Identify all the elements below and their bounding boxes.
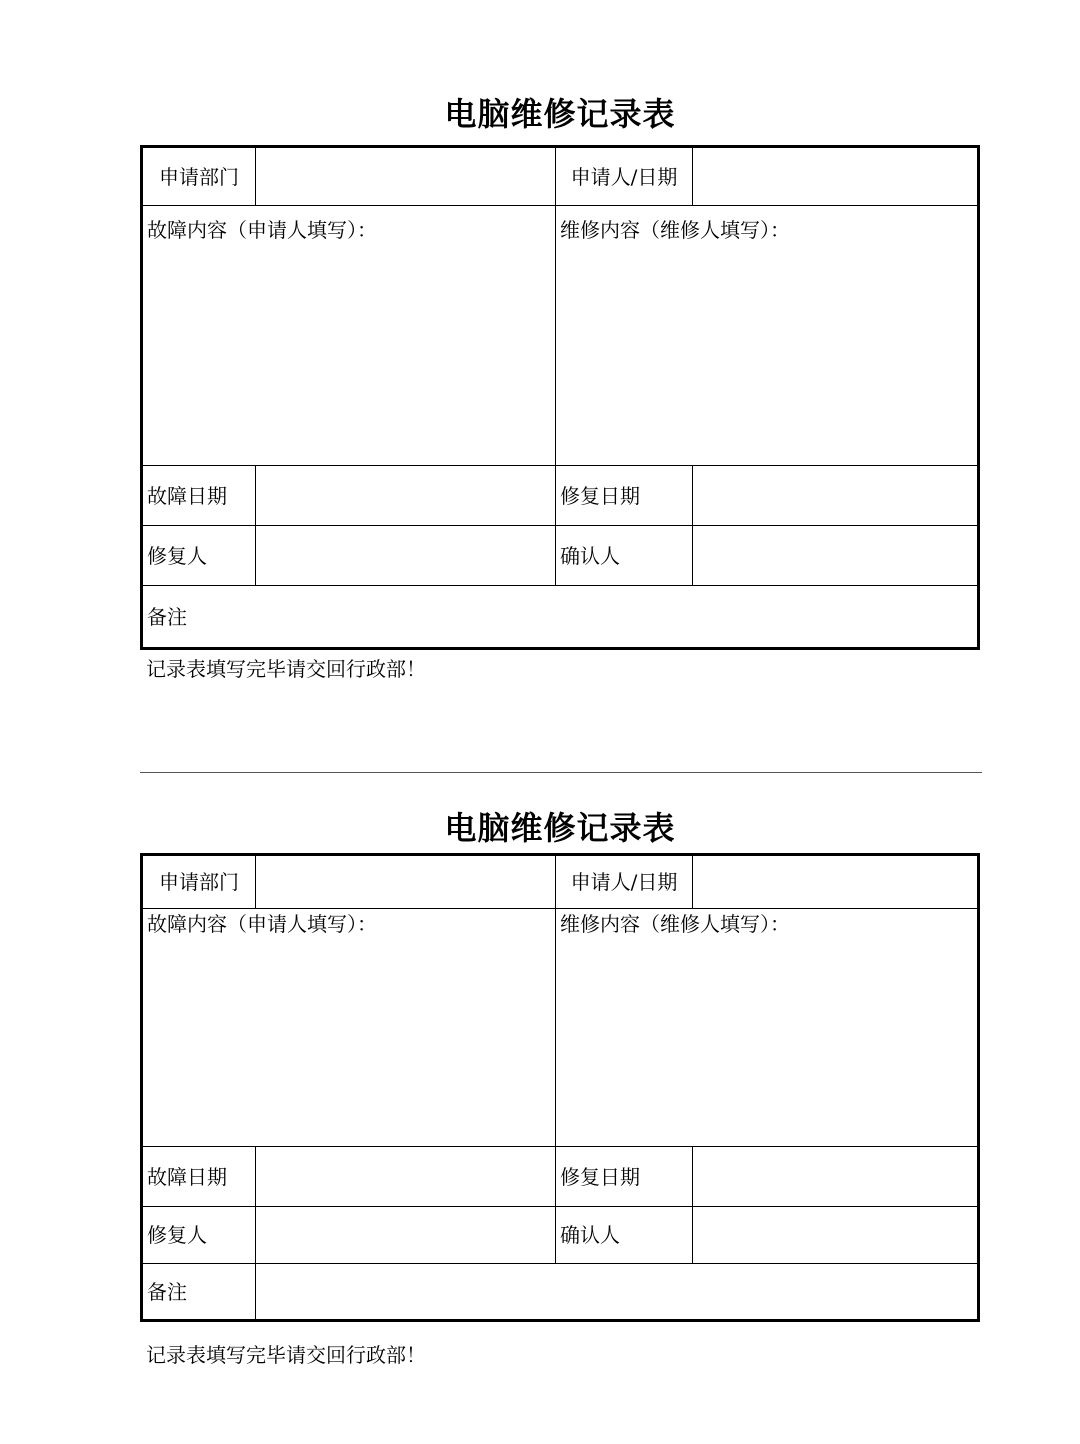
remarks-label: 备注: [147, 1279, 187, 1304]
footer-note: 记录表填写完毕请交回行政部！: [146, 1343, 426, 1367]
form-title: 电脑维修记录表: [444, 95, 676, 133]
fault-content-label: 故障内容（申请人填写）：: [147, 218, 377, 242]
repair-date-field[interactable]: [693, 1147, 977, 1206]
fault-content-field[interactable]: [143, 945, 555, 1146]
applicant-date-label: 申请人/日期: [570, 870, 678, 894]
form-table: [140, 853, 980, 1322]
repair-content-label: 维修内容（维修人填写）：: [560, 218, 790, 242]
footer-note: 记录表填写完毕请交回行政部！: [146, 657, 426, 681]
repairer-label: 修复人: [147, 543, 207, 568]
repair-content-field[interactable]: [556, 945, 977, 1146]
department-label: 申请部门: [159, 164, 239, 189]
confirmer-label: 确认人: [560, 1223, 620, 1247]
confirmer-label: 确认人: [560, 543, 620, 568]
fault-content-label: 故障内容（申请人填写）：: [147, 912, 377, 936]
repair-date-label: 修复日期: [560, 483, 640, 508]
department-label: 申请部门: [159, 870, 239, 894]
form-title: 电脑维修记录表: [444, 809, 676, 847]
department-field[interactable]: [256, 856, 555, 908]
applicant-date-field[interactable]: [693, 856, 977, 908]
fault-date-field[interactable]: [256, 1147, 555, 1206]
repair-date-label: 修复日期: [560, 1164, 640, 1189]
repair-content-label: 维修内容（维修人填写）：: [560, 912, 790, 936]
remarks-field[interactable]: [256, 1264, 977, 1319]
applicant-date-label: 申请人/日期: [570, 164, 678, 189]
remarks-label: 备注: [147, 604, 187, 629]
confirmer-field[interactable]: [693, 1207, 977, 1263]
repairer-field[interactable]: [256, 1207, 555, 1263]
repairer-label: 修复人: [147, 1223, 207, 1247]
fault-date-label: 故障日期: [147, 1164, 227, 1189]
fault-date-label: 故障日期: [147, 483, 227, 508]
repair-form-2: [140, 0, 980, 1444]
